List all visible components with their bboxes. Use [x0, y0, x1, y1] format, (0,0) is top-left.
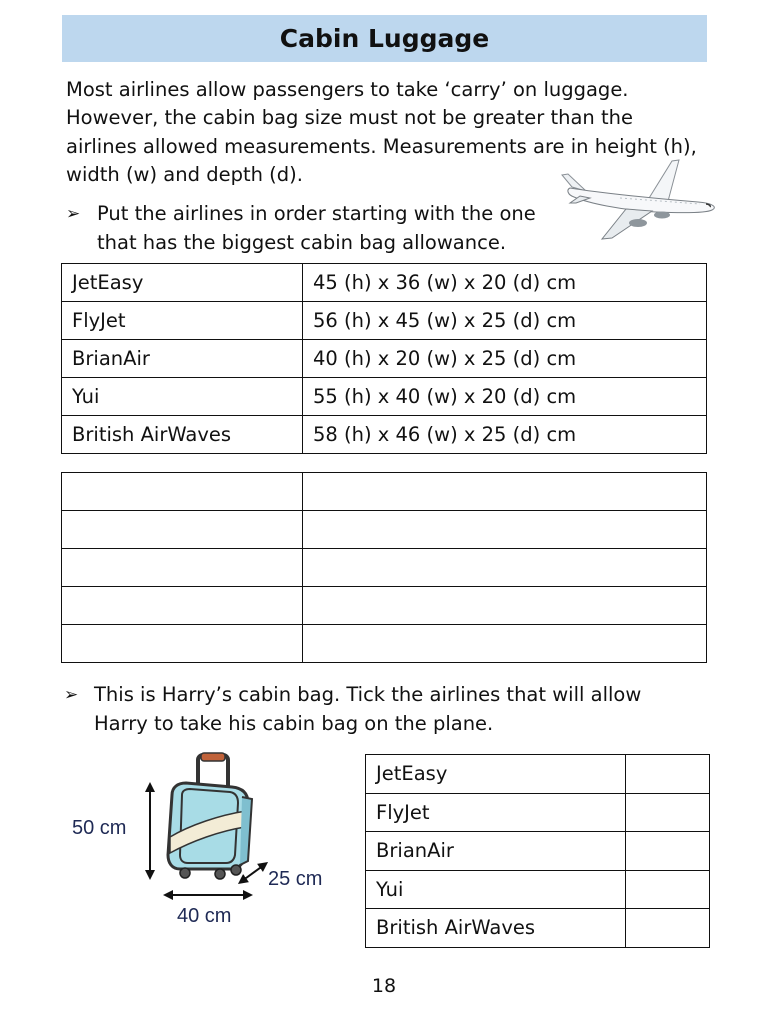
tick-airline-cell: FlyJet [366, 793, 626, 832]
table-row [366, 870, 710, 909]
airline-name-cell: BrianAir [62, 340, 303, 378]
table-row [366, 832, 710, 871]
table-row [62, 264, 707, 302]
airline-name-cell: Yui [62, 378, 303, 416]
airline-size-cell: 40 (h) x 20 (w) x 25 (d) cm [303, 340, 707, 378]
table-row [62, 378, 707, 416]
bag-height-label: 50 cm [72, 817, 127, 839]
tick-airline-cell: JetEasy [366, 755, 626, 794]
answer-cell[interactable] [62, 473, 303, 511]
tick-box-cell[interactable] [626, 909, 710, 948]
tick-airline-cell: BrianAir [366, 832, 626, 871]
airline-size-cell: 55 (h) x 40 (w) x 20 (d) cm [303, 378, 707, 416]
tick-box-cell[interactable] [626, 832, 710, 871]
table-row [62, 340, 707, 378]
task-tick-line: Harry to take his cabin bag on the plane. [94, 711, 494, 735]
task-tick [64, 681, 641, 738]
task-ordering-line: Put the airlines in order starting with the one [97, 202, 536, 225]
airline-size-cell: 45 (h) x 36 (w) x 20 (d) cm [303, 264, 707, 302]
table-row [62, 587, 707, 625]
tick-airline-cell: British AirWaves [366, 909, 626, 948]
airline-size-cell: 56 (h) x 45 (w) x 25 (d) cm [303, 302, 707, 340]
airline-allowance-table [61, 263, 707, 454]
airline-size-cell: 58 (h) x 46 (w) x 25 (d) cm [303, 416, 707, 454]
answer-order-table [61, 472, 707, 663]
table-row [62, 302, 707, 340]
task-ordering-line: that has the biggest cabin bag allowance. [97, 230, 507, 254]
bag-depth-label: 25 cm [268, 868, 323, 890]
tick-table [365, 754, 710, 948]
airline-name-cell: JetEasy [62, 264, 303, 302]
table-row [62, 625, 707, 663]
airplane-icon [560, 155, 720, 245]
answer-cell[interactable] [303, 625, 707, 663]
table-row [62, 549, 707, 587]
arrow-bullet-icon: ➢ [66, 204, 81, 224]
airline-name-cell: British AirWaves [62, 416, 303, 454]
task-tick-line: This is Harry’s cabin bag. Tick the airlines that will allow [94, 683, 642, 706]
tick-airline-cell: Yui [366, 870, 626, 909]
table-row [366, 909, 710, 948]
bag-width-label: 40 cm [177, 905, 232, 927]
answer-cell[interactable] [62, 625, 303, 663]
table-row [366, 755, 710, 794]
answer-cell[interactable] [62, 587, 303, 625]
arrow-bullet-icon: ➢ [64, 685, 79, 705]
answer-cell[interactable] [303, 473, 707, 511]
tick-box-cell[interactable] [626, 793, 710, 832]
answer-cell[interactable] [62, 549, 303, 587]
answer-cell[interactable] [303, 511, 707, 549]
task-ordering [66, 200, 536, 257]
tick-box-cell[interactable] [626, 870, 710, 909]
page-title: Cabin Luggage [62, 15, 707, 62]
table-row [62, 511, 707, 549]
table-row [62, 473, 707, 511]
answer-cell[interactable] [303, 587, 707, 625]
table-row [366, 793, 710, 832]
answer-cell[interactable] [62, 511, 303, 549]
tick-box-cell[interactable] [626, 755, 710, 794]
page-number: 18 [371, 975, 397, 997]
answer-cell[interactable] [303, 549, 707, 587]
intro-paragraph: Most airlines allow passengers to take ‘carry’ on luggage. However, the cabin bag size must not be greater than the airlines allowed measurements. Measurements are in height (h), width (w) and depth (d). [66, 78, 697, 186]
table-row [62, 416, 707, 454]
airline-name-cell: FlyJet [62, 302, 303, 340]
